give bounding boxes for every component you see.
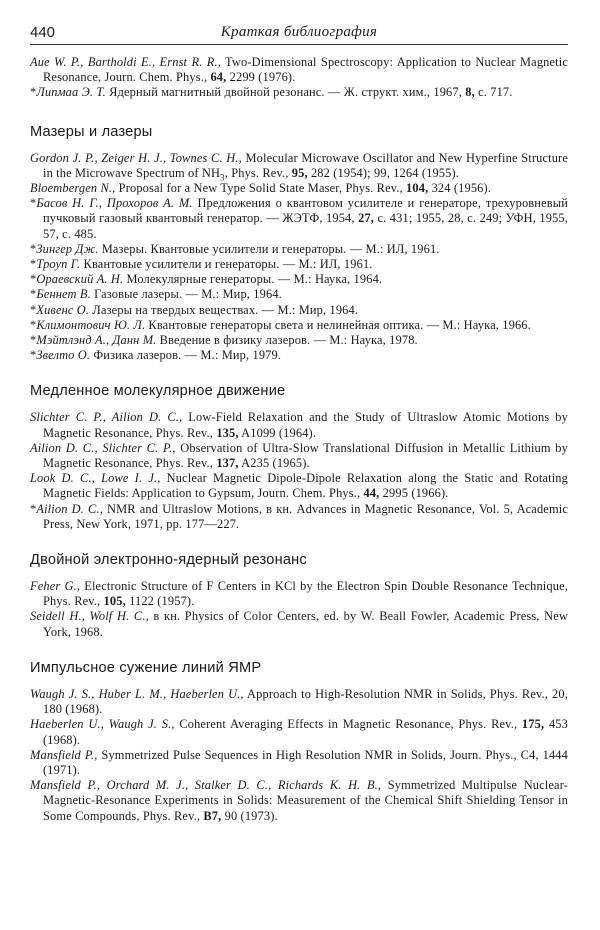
entry-text: Proposal for a New Type Solid State Maser, Phys. Rev., [115, 181, 407, 196]
running-title: Краткая библиография [220, 24, 378, 40]
entry-authors: Мэйтлэнд А., Данн М. [36, 333, 157, 348]
bibliography-entry [30, 609, 568, 639]
entry-volume: 44, [363, 486, 380, 501]
entry-marker: * [30, 287, 37, 302]
bibliography-entry [30, 287, 568, 302]
bibliography-entry [30, 748, 568, 778]
entry-text: NMR and Ultraslow Motions, в кн. Advances in Magnetic Resonance, Vol. 5, Academic Press, New York, 1971, pp. 177—227. [43, 501, 568, 531]
entry-authors: Климонтович Ю. Л. [36, 317, 146, 332]
entry-subscript: 3 [220, 172, 225, 183]
entry-text: Физика лазеров. — М.: Мир, 1979. [90, 348, 282, 363]
entry-text: Ядерный магнитный двойной резонанс. — Ж. структ. хим., 1967, [105, 85, 466, 100]
bibliography-entry [30, 181, 568, 196]
entry-text: Symmetrized Multipulse Nuclear-Magnetic-Resonance Experiments in Solids: Measurement of the Chemical Shift Shielding Tensor in Some Compounds, Phys. Rev., [43, 778, 568, 823]
page-number: 440 [30, 24, 56, 41]
entry-authors: Хивенс О. [36, 302, 90, 317]
entry-authors: Липмаа Э. Т. [36, 85, 106, 100]
entry-authors: Басов Н. Г., Прохоров А. М. [36, 196, 193, 211]
bibliography-content [30, 55, 568, 824]
entry-text: Observation of Ultra-Slow Translational Diffusion in Metallic Lithium by Magnetic Resonance, Phys. Rev., [43, 440, 568, 471]
entry-marker: * [30, 85, 37, 100]
section-title: Мазеры и лазеры [30, 123, 153, 140]
entry-volume: 105, [103, 594, 126, 609]
entry-volume: 104, [406, 181, 429, 196]
entry-marker: * [30, 302, 37, 317]
entry-volume: 27, [358, 211, 375, 226]
entry-volume: B7, [203, 808, 222, 823]
entry-authors: Ailion D. C., [36, 501, 103, 516]
entry-text: Газовые лазеры. — М.: Мир, 1964. [90, 287, 282, 302]
bibliography-entry [30, 151, 568, 181]
entry-text: 324 (1956). [428, 181, 492, 196]
entry-volume: 95, [291, 165, 308, 180]
section-title: Медленное молекулярное движение [30, 383, 286, 400]
entry-authors: Aue W. P., Bartholdi E., Ernst R. R., [30, 55, 221, 69]
entry-text: Квантовые генераторы света и нелинейная оптика. — М.: Наука, 1966. [145, 317, 531, 332]
bibliography-entry [30, 410, 568, 440]
entry-text: с. 717. [474, 85, 513, 100]
entry-text: 1122 (1957). [125, 594, 195, 609]
entry-text: 453 (1968). [43, 717, 568, 747]
entry-volume: 8, [465, 85, 475, 100]
entry-text: Квантовые усилители и генераторы. — М.: ИЛ, 1961. [80, 257, 373, 272]
entry-authors: Беннет В. [36, 287, 91, 302]
bibliography-entry [30, 257, 568, 272]
bibliography-entry [30, 502, 568, 532]
entry-volume: 137, [216, 456, 239, 471]
entry-text: Coherent Averaging Effects in Magnetic Resonance, Phys. Rev., [174, 717, 522, 732]
entry-authors: Waugh J. S., Huber L. M., Haeberlen U., [30, 686, 244, 701]
entry-text: 90 (1973). [221, 808, 278, 823]
entry-text: Мазеры. Квантовые усилители и генераторы. — М.: ИЛ, 1961. [98, 241, 440, 256]
bibliography-entry [30, 85, 568, 100]
entry-marker: * [30, 257, 37, 272]
section-title: Импульсное сужение линий ЯМР [30, 659, 262, 676]
entry-authors: Звелто О. [36, 348, 91, 363]
entry-authors: Seidell H., Wolf H. C., [30, 609, 149, 624]
entry-marker: * [30, 333, 37, 348]
bibliography-entry [30, 687, 568, 717]
bibliography-entry [30, 196, 568, 242]
entry-text: Low-Field Relaxation and the Study of Ultraslow Atomic Motions by Magnetic Resonance, Phys. Rev., [43, 410, 568, 440]
entry-text: , Phys. Rev., [224, 165, 292, 180]
entry-authors: Зингер Дж. [36, 241, 99, 256]
entry-authors: Slichter C. P., Ailion D. C., [30, 410, 183, 425]
entry-authors: Mansfield P., Orchard M. J., Stalker D. C., Richards K. H. B., [30, 778, 382, 793]
entry-text: с. 431; 1955, 28, с. 249; УФН, 1955, 57, с. 485. [43, 211, 568, 241]
entry-text: Molecular Microwave Oscillator and New Hyperfine Structure in the Microwave Spectrum of NH [43, 150, 568, 180]
entry-authors: Троуп Г. [36, 257, 81, 272]
section-title: Двойной электронно-ядерный резонанс [30, 552, 307, 569]
bibliography-entry [30, 55, 568, 85]
entry-marker: * [30, 317, 37, 332]
entry-marker: * [30, 501, 37, 516]
entry-text: Введение в физику лазеров. — М.: Наука, 1978. [156, 333, 418, 348]
bibliography-entry [30, 579, 568, 609]
entry-authors: Ораевский А. Н. [36, 272, 124, 287]
entry-text: в кн. Physics of Color Centers, ed. by W. Beall Fowler, Academic Press, New York, 1968. [43, 609, 568, 639]
entry-text: Two-Dimensional Spectroscopy: Application to Nuclear Magnetic Resonance, Journ. Chem. Phys., [43, 55, 568, 85]
entry-authors: Feher G., [30, 579, 81, 594]
bibliography-entry [30, 242, 568, 257]
entry-text: Approach to High-Resolution NMR in Solids, Phys. Rev., 20, 180 (1968). [43, 686, 569, 717]
entry-text: Electronic Structure of F Centers in KCl by the Electron Spin Double Resonance Technique, Phys. Rev., [43, 579, 568, 609]
bibliography-entry [30, 333, 568, 348]
entry-authors: Look D. C., Lowe I. J., [30, 471, 161, 486]
entry-marker: * [30, 272, 37, 287]
entry-authors: Mansfield P., [30, 747, 98, 762]
running-head [30, 24, 568, 45]
bibliography-entry [30, 318, 568, 333]
entry-text: Молекулярные генераторы. — М.: Наука, 1964. [123, 272, 383, 287]
entry-volume: 64, [210, 70, 227, 85]
entry-text: Лазеры на твердых веществах. — М.: Мир, 1964. [89, 302, 359, 317]
entry-text: A235 (1965). [238, 456, 310, 471]
bibliography-entry [30, 272, 568, 287]
entry-volume: 175, [521, 717, 545, 732]
entry-text: Nuclear Magnetic Dipole-Dipole Relaxation along the Static and Rotating Magnetic Fields: Application to Gypsum, Journ. Chem. Phys., [43, 471, 568, 501]
entry-authors: Haeberlen U., Waugh J. S., [30, 717, 175, 732]
entry-text: 2995 (1966). [379, 486, 449, 501]
bibliography-entry [30, 778, 568, 824]
entry-authors: Gordon J. P., Zeiger H. J., Townes C. H., [30, 150, 242, 165]
entry-marker: * [30, 348, 37, 363]
entry-text: Предложения о квантовом усилителе и генераторе, трехуровневый пучковый газовый квантовый генератор. — ЖЭТФ, 1954, [43, 196, 568, 226]
entry-volume: 135, [216, 425, 239, 440]
bibliography-entry [30, 471, 568, 501]
entry-text: 282 (1954); 99, 1264 (1955). [307, 165, 460, 180]
entry-authors: Bloembergen N., [30, 181, 116, 196]
entry-text: Symmetrized Pulse Sequences in High Resolution NMR in Solids, Journ. Phys., C4, 1444 (1971). [43, 747, 568, 777]
bibliography-entry [30, 348, 568, 363]
bibliography-entry [30, 303, 568, 318]
entry-authors: Ailion D. C., Slichter C. P., [30, 440, 176, 455]
entry-marker: * [30, 196, 37, 211]
bibliography-entry [30, 441, 568, 471]
bibliography-entry [30, 717, 568, 747]
entry-text: A1099 (1964). [238, 425, 317, 440]
entry-marker: * [30, 241, 37, 256]
entry-text: 2299 (1976). [226, 70, 296, 85]
